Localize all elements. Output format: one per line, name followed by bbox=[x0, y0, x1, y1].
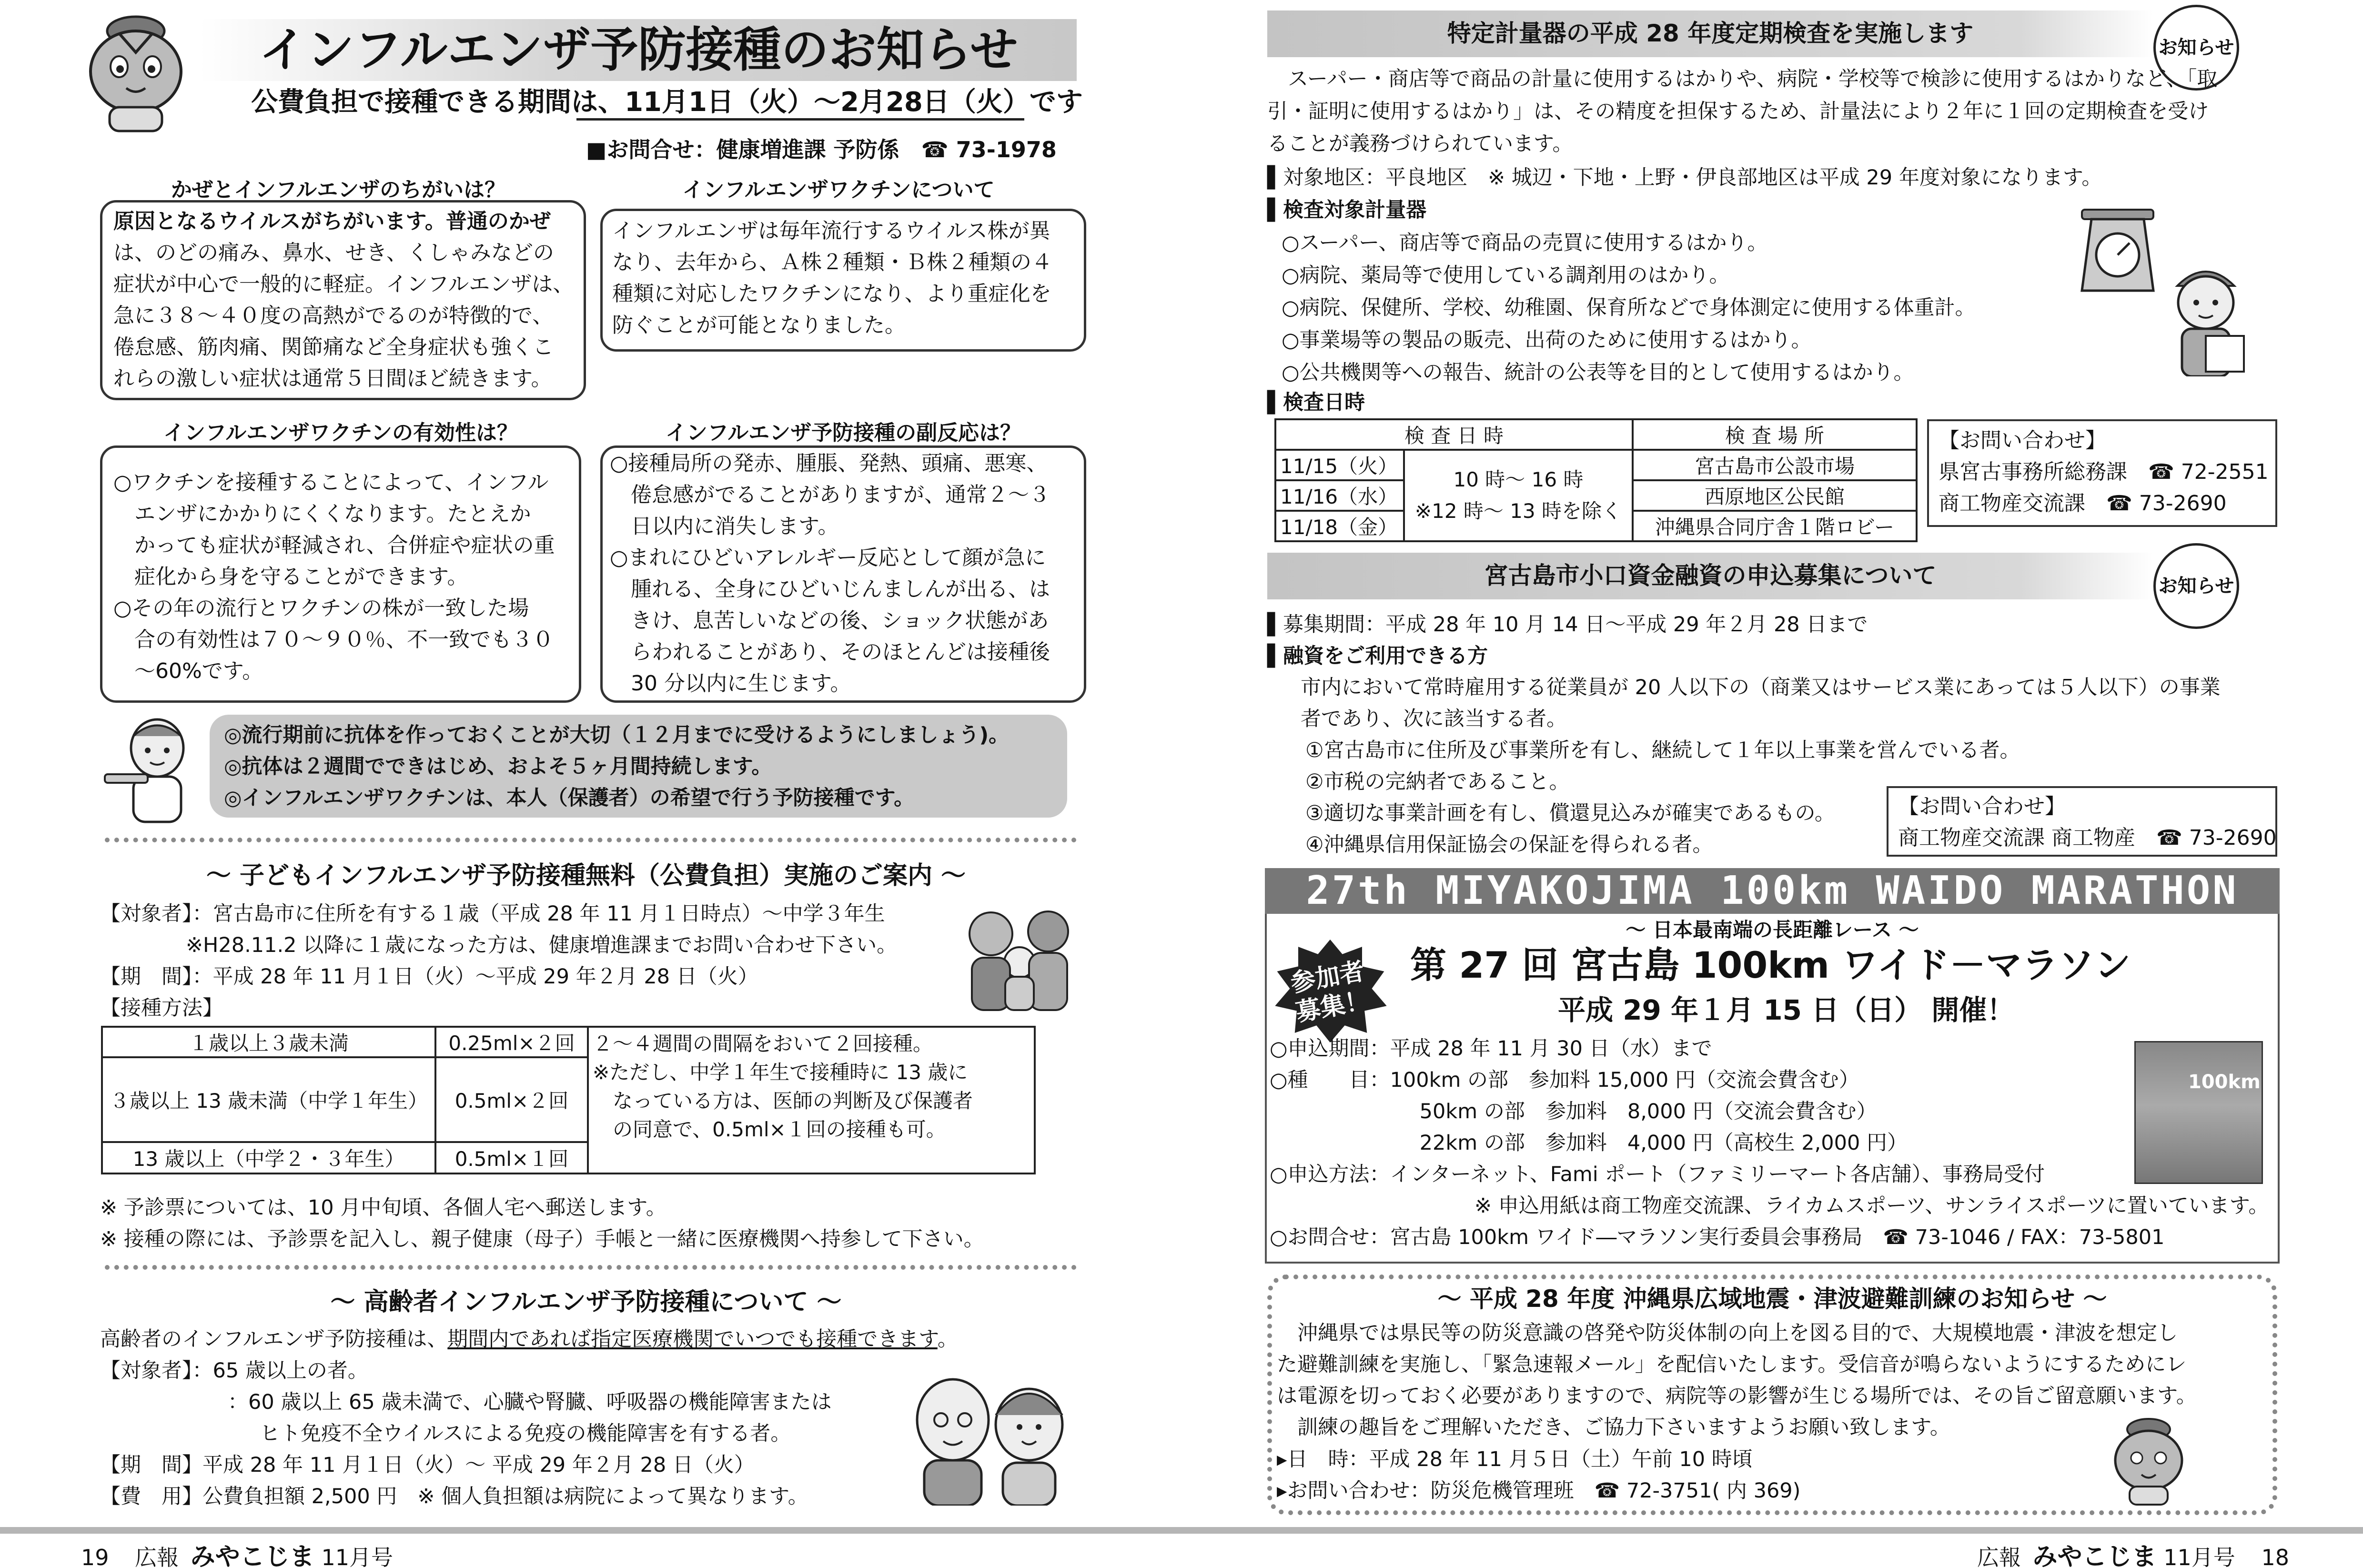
contact-line: 【お問い合わせ】 bbox=[1939, 428, 2106, 453]
vaccine-efficacy-line: かっても症状が軽減され、合併症や症状の重 bbox=[113, 533, 555, 557]
marathon-poster-label: 100km bbox=[2188, 1071, 2261, 1093]
child-target-note: ※H28.11.2 以降に１歳になった方は、健康増進課までお問い合わせ下さい。 bbox=[186, 933, 898, 957]
dosage-amount-cell: 0.25ml×２回 bbox=[435, 1027, 588, 1057]
page-title: インフルエンザ予防接種のお知らせ bbox=[259, 22, 1018, 78]
vaccine-efficacy-heading: インフルエンザワクチンの有効性は？ bbox=[163, 421, 518, 445]
marathon-details bbox=[1270, 1033, 2269, 1253]
vaccine-about-line: なり、去年から、Ａ株２種類・Ｂ株２種類の４ bbox=[612, 250, 1052, 274]
loan-condition: ③適切な事業計画を有し、償還見込みが確実であるもの。 bbox=[1305, 801, 1835, 825]
target-scale-item: ○公共機関等への報告、統計の公表等を目的として使用するはかり。 bbox=[1282, 361, 1914, 384]
notice-badge: お知らせ bbox=[2153, 5, 2239, 91]
scale-intro-line: スーパー・商店等で商品の計量に使用するはかりや、病院・学校等で検診に使用するはかりなど、「取 bbox=[1267, 67, 2218, 91]
inspection-place-cell: 宮古島市公設市場 bbox=[1633, 450, 1917, 480]
elderly-target-line: 【対象者】：65 歳以上の者。 bbox=[100, 1359, 368, 1383]
loan-contact-box bbox=[1887, 786, 2277, 857]
side-effects-line: ○まれにひどいアレルギー反応として顔が急に bbox=[610, 546, 1046, 570]
scale-contact-box bbox=[1927, 419, 2277, 527]
vaccine-efficacy-line: ○その年の流行とワクチンの株が一致した場 bbox=[113, 596, 529, 620]
footer-month: 11月号 bbox=[2163, 1545, 2235, 1568]
marathon-banner-text: 27th MIYAKOJIMA 100km WAIDO MARATHON bbox=[1306, 868, 2239, 913]
marathon-title: 第 27 回 宮古島 100km ワイド－マラソン bbox=[1410, 944, 2131, 986]
cold-vs-flu-line: 倦怠感、筋肉痛、関節痛など全身症状も強くこ bbox=[113, 335, 554, 359]
page-number: 18 bbox=[2261, 1545, 2289, 1568]
marathon-detail-line: ○種 目：100km の部 参加料 15,000 円（交流会費含む） bbox=[1270, 1068, 1859, 1092]
elderly-intro-end: 。 bbox=[937, 1327, 958, 1351]
marathon-detail-line: 50km の部 参加料 8,000 円（交流会費含む） bbox=[1270, 1100, 1877, 1123]
footer-brand: みやこじま bbox=[190, 1543, 314, 1568]
inspection-schedule-table bbox=[1274, 418, 1918, 542]
notice-badge: お知らせ bbox=[2153, 543, 2239, 629]
side-effects-line: 倦怠感がでることがありますが、通常２～３ bbox=[610, 483, 1050, 507]
antibody-notice-line: ◎流行期前に抗体を作っておくことが大切（１２月までに受けるようにしましょう)。 bbox=[224, 723, 1010, 747]
vaccine-efficacy-line: 合の有効性は７０～９０％、不一致でも３０ bbox=[113, 627, 554, 652]
side-effects-line: 30 分以内に生じます。 bbox=[610, 671, 851, 696]
marathon-detail-line: ※ 申込用紙は商工物産交流課、ライカムスポーツ、サンライスポーツに置いています。 bbox=[1270, 1194, 2269, 1218]
contact-line: 商工物産交流課 商工物産 ☎ 73-2690 bbox=[1898, 826, 2277, 850]
vaccine-efficacy-line: ～60%です。 bbox=[113, 659, 263, 683]
footer-label: 広報 bbox=[135, 1545, 179, 1568]
inspection-date-cell: 11/18（金） bbox=[1275, 511, 1404, 541]
drill-body-line: は電源を切っておく必要がありますので、病院等の影響が生じる場所では、その旨ご留意願います。 bbox=[1277, 1384, 2197, 1408]
marathon-date: 平成 29 年１月 15 日（日） 開催！ bbox=[1558, 994, 2015, 1026]
inspection-date-cell: 11/15（火） bbox=[1275, 450, 1404, 480]
scale-intro-line: ることが義務づけられています。 bbox=[1267, 132, 1573, 156]
target-scale-item: ○病院、薬局等で使用している調剤用のはかり。 bbox=[1282, 263, 1730, 287]
vaccine-about-line: 防ぐことが可能となりました。 bbox=[612, 313, 906, 337]
vaccine-about-line: 種類に対応したワクチンになり、より重症化を bbox=[612, 282, 1051, 306]
loan-title: 宮古島市小口資金融資の申込募集について bbox=[1484, 562, 1937, 589]
target-scale-item: ○病院、保健所、学校、幼稚園、保育所などで身体測定に使用する体重計。 bbox=[1282, 296, 1976, 320]
antibody-notice-line: ◎インフルエンザワクチンは、本人（保護者）の希望で行う予防接種です。 bbox=[224, 786, 915, 810]
inspection-place-cell: 西原地区公民館 bbox=[1633, 480, 1917, 511]
target-scales-heading: ▌検査対象計量器 bbox=[1267, 198, 1427, 222]
elderly-cost-line: 【費 用】公費負担額 2,500 円 ※ 個人負担額は病院によって異なります。 bbox=[100, 1485, 808, 1508]
drill-body-line: 沖縄県では県民等の防災意識の啓発や防災体制の向上を図る目的で、大規模地震・津波を想定し bbox=[1277, 1321, 2178, 1345]
scale-illustration bbox=[2063, 200, 2172, 295]
inspection-place-cell: 沖縄県合同庁舎１階ロビー bbox=[1633, 511, 1917, 541]
loan-eligible-line: 市内において常時雇用する従業員が 20 人以下の（商業又はサービス業にあっては５人以下）の事業 bbox=[1301, 676, 2221, 699]
elderly-target-line: ：60 歳以上 65 歳未満で、心臓や腎臓、呼吸器の機能障害または bbox=[228, 1390, 832, 1414]
cold-vs-flu-line: 原因となるウイルスがちがいます。普通のかぜ bbox=[113, 209, 551, 233]
footer-band bbox=[0, 1527, 2363, 1534]
footer-month: 11月号 bbox=[321, 1545, 393, 1568]
drill-title: ～ 平成 28 年度 沖縄県広域地震・津波避難訓練のお知らせ ～ bbox=[1437, 1285, 2107, 1313]
page-number: 19 bbox=[81, 1545, 109, 1568]
contact-line: 【お問い合わせ】 bbox=[1898, 794, 2066, 819]
vaccine-efficacy-line: ○ワクチンを接種することによって、インフル bbox=[113, 470, 549, 495]
inspection-time-note: ※12 時～ 13 時を除く bbox=[1414, 499, 1622, 523]
target-scale-item: ○事業場等の製品の販売、出荷のために使用するはかり。 bbox=[1282, 328, 1812, 352]
elderly-intro-text: 高齢者のインフルエンザ予防接種は、 bbox=[100, 1327, 448, 1351]
inspection-date-heading: ▌検査日時 bbox=[1267, 391, 1365, 415]
left-footer bbox=[81, 1537, 393, 1568]
marathon-detail-line: 22km の部 参加料 4,000 円（高校生 2,000 円） bbox=[1270, 1131, 1908, 1155]
drill-date: ▸日 時：平成 28 年 11 月５日（土）午前 10 時頃 bbox=[1277, 1447, 1753, 1471]
loan-condition: ②市税の完納者であること。 bbox=[1305, 770, 1570, 794]
mascot-illustration bbox=[2106, 1410, 2191, 1506]
vaccine-about-heading: インフルエンザワクチンについて bbox=[682, 178, 995, 202]
cold-vs-flu-heading: かぜとインフルエンザのちがいは？ bbox=[171, 178, 506, 202]
dosage-note-line: の同意で、0.5ml×１回の接種も可。 bbox=[593, 1118, 946, 1141]
elderly-target-line: ヒト免疫不全ウイルスによる免疫の機能障害を有する者。 bbox=[260, 1422, 791, 1446]
drill-contact: ▸お問い合わせ：防災危機管理班 ☎ 72-3751( 内 369) bbox=[1277, 1479, 1801, 1503]
loan-period: ▌募集期間：平成 28 年 10 月 14 日～平成 29 年２月 28 日まで bbox=[1267, 613, 1868, 637]
dosage-amount-cell: 0.5ml×１回 bbox=[435, 1142, 588, 1173]
target-scale-item: ○スーパー、商店等で商品の売買に使用するはかり。 bbox=[1282, 231, 1768, 255]
side-effects-line: 日以内に消失します。 bbox=[610, 514, 839, 538]
child-footnote: ※ 予診票については、10 月中旬頃、各個人宅へ郵送します。 bbox=[100, 1196, 666, 1220]
dosage-note-line: ※ただし、中学１年生で接種時に 13 歳に bbox=[593, 1061, 968, 1084]
vaccine-efficacy-line: エンザにかかりにくくなります。たとえか bbox=[113, 502, 531, 526]
marathon-detail-line: ○お問合せ：宮古島 100km ワイド―マラソン実行委員会事務局 ☎ 73-1046 / FAX：73-5801 bbox=[1270, 1225, 2165, 1249]
contact-line: 県宮古事務所総務課 ☎ 72-2551 bbox=[1939, 460, 2269, 484]
dosage-amount-cell: 0.5ml×２回 bbox=[435, 1057, 588, 1142]
child-method-label: 【接種方法】 bbox=[100, 996, 223, 1020]
side-effects-line: らわれることがあり、そのほとんどは接種後 bbox=[610, 640, 1050, 664]
scale-intro-line: 引・証明に使用するはかり」は、その精度を担保するため、計量法により２年に１回の定期検査を受け bbox=[1267, 100, 2209, 123]
footer-label: 広報 bbox=[1977, 1545, 2021, 1568]
table-header: 検 査 場 所 bbox=[1633, 419, 1917, 450]
inspection-time-cell bbox=[1404, 450, 1633, 541]
child-vaccination-heading: ～ 子どもインフルエンザ予防接種無料（公費負担）実施のご案内 ～ bbox=[206, 861, 966, 890]
vaccine-about-line: インフルエンザは毎年流行するウイルス株が異 bbox=[612, 219, 1050, 243]
loan-eligible-line: 者であり、次に該当する者。 bbox=[1301, 707, 1567, 731]
drill-body-line: 訓練の趣旨をご理解いただき、ご協力下さいますようお願い致します。 bbox=[1277, 1416, 1950, 1439]
cold-vs-flu-line: 急に３８～４０度の高熱がでるのが特徴的で、 bbox=[113, 303, 554, 328]
target-area-line: ▌対象地区：平良地区 ※ 城辺・下地・上野・伊良部地区は平成 29 年度対象になります。 bbox=[1267, 166, 2102, 190]
marathon-detail-line: ○申込期間：平成 28 年 11 月 30 日（水）まで bbox=[1270, 1037, 1712, 1061]
table-header: 検 査 日 時 bbox=[1275, 419, 1633, 450]
elderly-vaccination-heading: ～ 高齢者インフルエンザ予防接種について ～ bbox=[330, 1288, 842, 1316]
dosage-note-line: なっている方は、医師の判断及び保護者 bbox=[593, 1089, 973, 1113]
side-effects-line: ○接種局所の発赤、腫脹、発熱、頭痛、悪寒、 bbox=[610, 451, 1048, 475]
cold-vs-flu-line: れらの激しい症状は通常５日間ほど続きます。 bbox=[113, 366, 552, 391]
scale-intro bbox=[1267, 63, 2217, 160]
marathon-subtitle: ～ 日本最南端の長距離レース ～ bbox=[1626, 918, 1919, 941]
drill-body bbox=[1277, 1317, 2197, 1443]
dosage-age-cell: 13 歳以上（中学２・３年生） bbox=[102, 1142, 435, 1173]
inspection-time: 10 時～ 16 時 bbox=[1453, 468, 1584, 491]
loan-eligible-heading: ▌融資をご利用できる方 bbox=[1267, 644, 1488, 668]
footer-brand: みやこじま bbox=[2032, 1543, 2157, 1568]
child-target-line: 【対象者】：宮古島市に住所を有する１歳（平成 28 年 11 月１日時点）～中学３年生 bbox=[100, 902, 885, 926]
side-effects-line: きけ、息苦しいなどの後、ショック状態があ bbox=[610, 608, 1049, 633]
vaccine-efficacy-line: 症化から身を守ることができます。 bbox=[113, 565, 468, 589]
inspector-illustration bbox=[2158, 257, 2253, 376]
cold-vs-flu-line: 症状が中心で一般的に軽症。インフルエンザは、 bbox=[113, 272, 574, 296]
scale-inspection-title: 特定計量器の平成 28 年度定期検査を実施します bbox=[1447, 20, 1974, 47]
drill-body-line: た避難訓練を実施し、「緊急速報メール」を配信いたします。受信音が鳴らないようにするためにレ bbox=[1277, 1353, 2187, 1376]
contact-line: ■お問合せ：健康増進課 予防係 ☎ 73-1978 bbox=[586, 137, 1057, 162]
side-effects-line: 腫れる、全身にひどいじんましんが出る、は bbox=[610, 577, 1050, 601]
right-footer bbox=[1977, 1537, 2289, 1568]
child-period-line: 【期 間】：平成 28 年 11 月１日（火）～平成 29 年２月 28 日（火） bbox=[100, 965, 758, 989]
inspection-date-cell: 11/16（水） bbox=[1275, 480, 1404, 511]
contact-line: 商工物産交流課 ☎ 73-2690 bbox=[1939, 491, 2227, 516]
loan-condition: ①宮古島市に住所及び事業所を有し、継続して１年以上事業を営んでいる者。 bbox=[1305, 738, 2020, 762]
loan-condition: ④沖縄県信用保証協会の保証を得られる者。 bbox=[1305, 833, 1713, 857]
child-footnote: ※ 接種の際には、予診票を記入し、親子健康（母子）手帳と一緒に医療機関へ持参して下さい。 bbox=[100, 1227, 984, 1251]
elderly-intro-underlined: 期間内であれば指定医療機関でいつでも接種できます bbox=[447, 1327, 938, 1351]
dosage-note-line: ２～４週間の間隔をおいて２回接種。 bbox=[593, 1032, 933, 1055]
target-scales-list bbox=[1282, 227, 1976, 389]
participants-wanted-text: 参加者 募集！ bbox=[1288, 957, 1372, 1027]
dosage-age-cell: ３歳以上 13 歳未満（中学１年生） bbox=[102, 1057, 435, 1142]
cold-vs-flu-line: は、のどの痛み、鼻水、せき、くしゃみなどの bbox=[113, 241, 554, 265]
page-subtitle: 公費負担で接種できる期間は、11月1日（火）～2月28日（火）です bbox=[251, 87, 1083, 118]
elderly-period-line: 【期 間】平成 28 年 11 月１日（火）～ 平成 29 年２月 28 日（火） bbox=[100, 1453, 755, 1477]
antibody-notice-line: ◎抗体は２週間でできはじめ、およそ５ヶ月間持続します。 bbox=[224, 755, 772, 779]
dosage-age-cell: １歳以上３歳未満 bbox=[102, 1027, 435, 1057]
marathon-detail-line: ○申込方法：インターネット、Fami ポート（ファミリーマート各店舗）、事務局受付 bbox=[1270, 1163, 2045, 1186]
side-effects-heading: インフルエンザ予防接種の副反応は？ bbox=[665, 421, 1021, 445]
marathon-poster bbox=[2134, 1041, 2263, 1184]
